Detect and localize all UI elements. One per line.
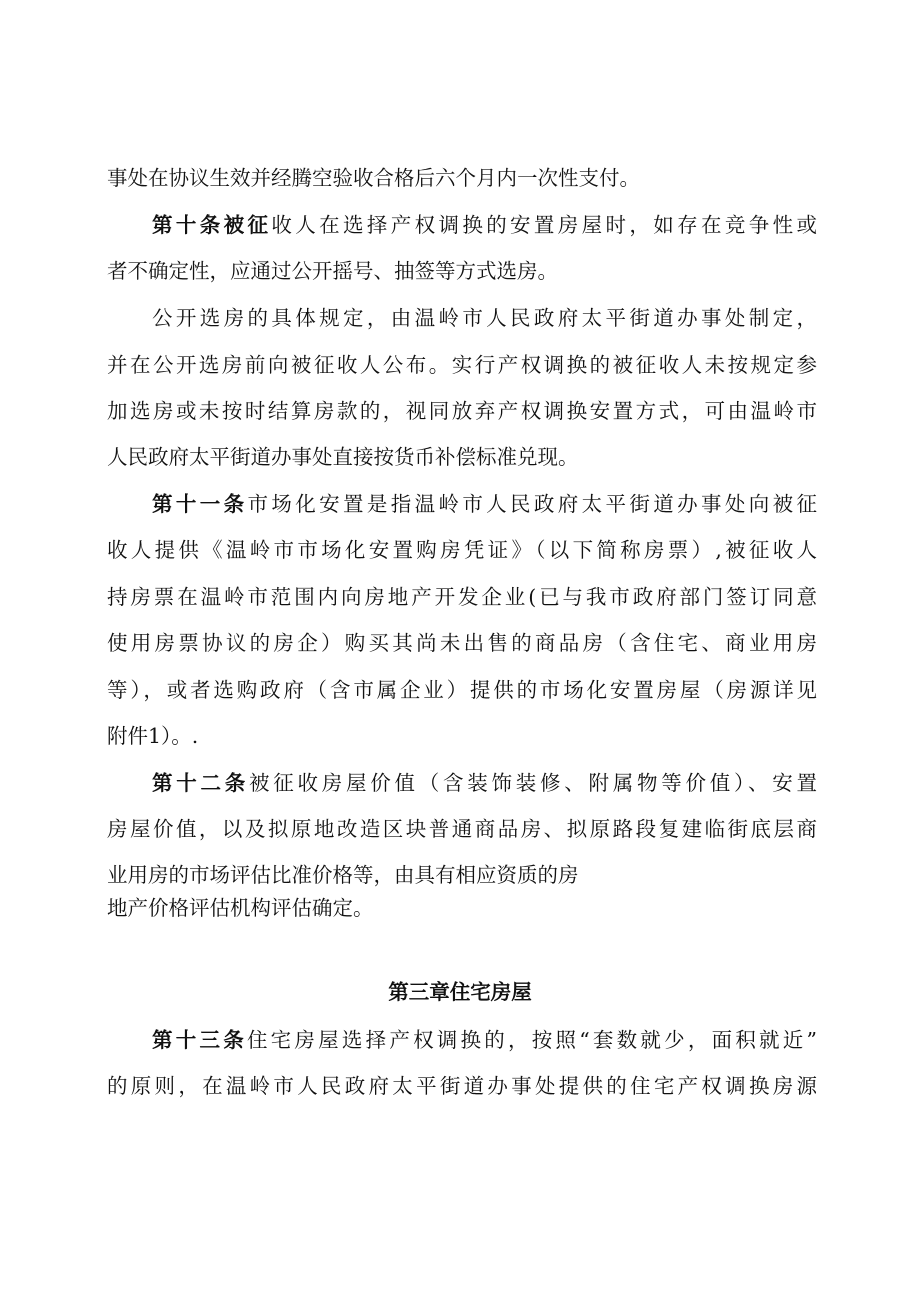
text-run: 加选房或未按时结算房款的，视同放弃产权调换安置方式，可由温岭市 (107, 399, 817, 423)
article-11-line-2 (107, 535, 817, 565)
article-12-line-1 (152, 768, 817, 798)
public-selection-line-3 (107, 396, 817, 426)
text-run: 使用房票协议的房企）购买其尚未出售的商品房（含住宅、商业用房 (107, 631, 817, 655)
paragraph-continuation-line (107, 163, 817, 193)
text-run: 附件1）。. (107, 724, 199, 748)
text-run: 收人在选择产权调换的安置房屋时，如存在竞争性或 (271, 213, 818, 237)
article-11-heading: 第十一条 (152, 492, 248, 516)
article-10-line-1 (152, 210, 817, 240)
article-12-heading: 第十二条 (152, 771, 249, 795)
text-run: 人民政府太平街道办事处直接按货币补偿标准兑现。 (107, 445, 579, 469)
text-run: 的原则，在温岭市人民政府太平街道办事处提供的住宅产权调换房源 (107, 1074, 817, 1098)
article-12-line-3 (107, 860, 817, 890)
public-selection-line-1 (152, 303, 817, 333)
public-selection-line-2 (107, 350, 817, 380)
article-11-line-5 (107, 675, 817, 705)
text-run: 持房票在温岭市范围内向房地产开发企业(已与我市政府部门签订同意 (107, 585, 817, 609)
text-run: 市场化安置是指温岭市人民政府太平街道办事处向被征 (247, 492, 818, 516)
text-run: 被征收房屋价值（含装饰装修、附属物等价值）、安置 (249, 771, 817, 795)
article-13-line-2 (107, 1071, 817, 1101)
article-11-line-4 (107, 628, 817, 658)
article-11-line-3 (107, 582, 817, 612)
text-run: 公开选房的具体规定，由温岭市人民政府太平街道办事处制定， (152, 306, 817, 330)
text-run: 业用房的市场评估比准价格等，由具有相应资质的房 (107, 863, 579, 887)
text-run: 地产价格评估机构评估确定。 (107, 896, 374, 920)
text-run: 者不确定性，应通过公开摇号、抽签等方式选房。 (107, 259, 558, 283)
public-selection-line-4 (107, 442, 817, 472)
article-10-heading: 第十条被征 (152, 213, 272, 237)
chapter-title: 第三章住宅房屋 (388, 980, 532, 1004)
text-run: 并在公开选房前向被征收人公布。实行产权调换的被征收人未按规定参 (107, 353, 817, 377)
text-run: 事处在协议生效并经腾空验收合格后六个月内一次性支付。 (107, 166, 640, 190)
article-10-line-2 (107, 256, 817, 286)
text-run: 收人提供《温岭市市场化安置购房凭证》（以下简称房票）,被征收人 (107, 538, 817, 562)
text-run: 等），或者选购政府（含市属企业）提供的市场化安置房屋（房源详见 (107, 678, 817, 702)
article-13-heading: 第十三条 (152, 1028, 247, 1052)
article-11-line-1 (152, 489, 817, 519)
article-12-line-2 (107, 814, 817, 844)
article-11-line-6 (107, 721, 817, 751)
article-13-line-1 (152, 1025, 817, 1055)
text-run: 住宅房屋选择产权调换的，按照“套数就少，面积就近” (246, 1028, 817, 1052)
article-12-line-4 (107, 893, 817, 923)
text-run: 房屋价值，以及拟原地改造区块普通商品房、拟原路段复建临街底层商 (107, 817, 817, 841)
